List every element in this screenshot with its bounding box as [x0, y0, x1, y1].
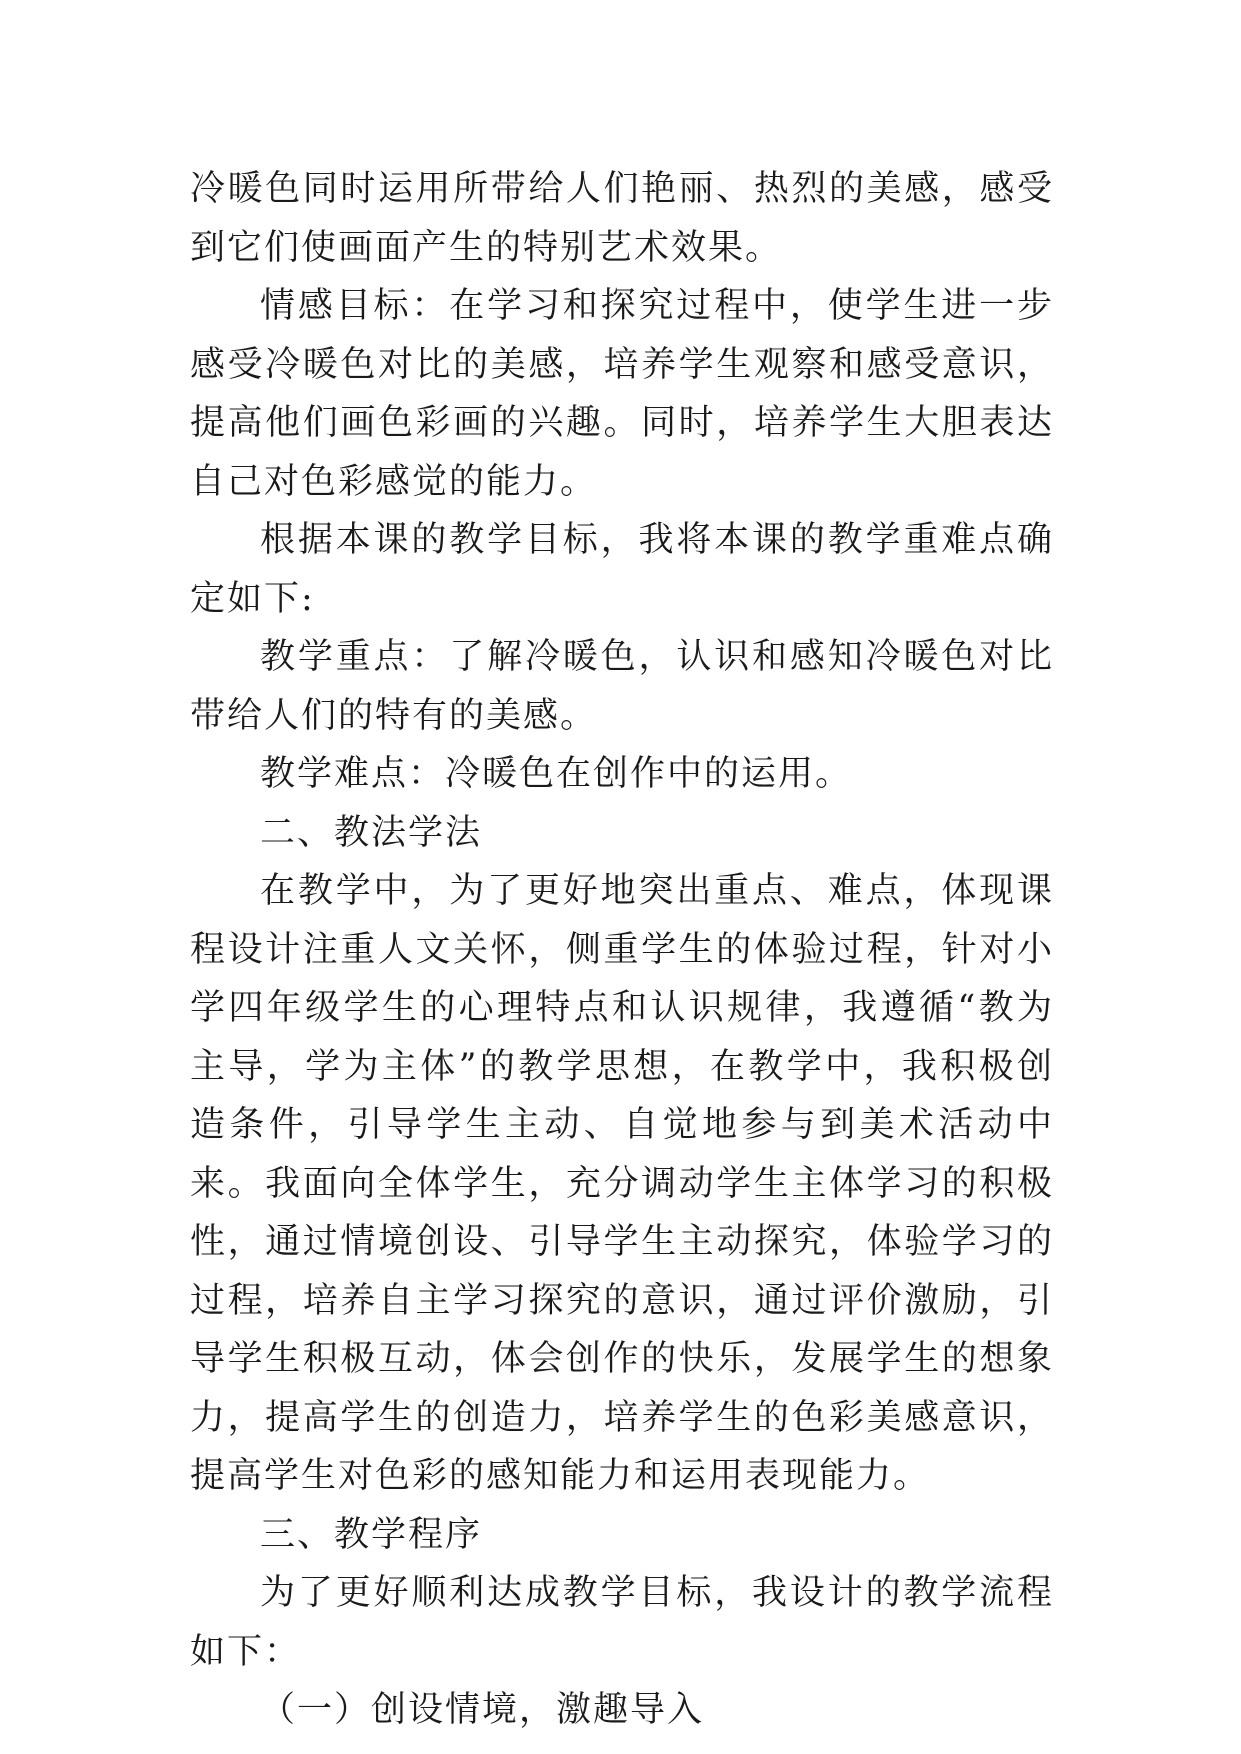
paragraph-teaching-focus: 教学重点：了解冷暖色，认识和感知冷暖色对比带给人们的特有的美感。	[190, 637, 1054, 736]
section-heading-methods: 二、教法学法	[260, 812, 483, 853]
section-heading-procedure: 三、教学程序	[260, 1514, 483, 1555]
paragraph-methods: 在教学中，为了更好地突出重点、难点，体现课程设计注重人文关怀，侧重学生的体验过程，针对小学四年级学生的心理特点和认识规律，我遵循“教为主导，学为主体”的教学思想，在教学中，我积极创造条件，引导学生主动、自觉地参与到美术活动中来。我面向全体学生，充分调动学生主体学习的积极性，通过情境创设、引导学生主动探究，体验学习的过程，培养自主学习探究的意识，通过评价激励，引导学生积极互动，体会创作的快乐，发展学生的想象力，提高学生的创造力，培养学生的色彩美感意识，提高学生对色彩的感知能力和运用表现能力。	[190, 871, 1054, 1496]
paragraph-continued: 冷暖色同时运用所带给人们艳丽、热烈的美感，感受到它们使画面产生的特别艺术效果。	[190, 169, 1054, 268]
paragraph-teaching-difficulty: 教学难点：冷暖色在创作中的运用。	[260, 754, 853, 794]
paragraph-key-points-intro: 根据本课的教学目标，我将本课的教学重难点确定如下:	[190, 520, 1054, 619]
paragraph-emotional-goal: 情感目标：在学习和探究过程中，使学生进一步感受冷暖色对比的美感，培养学生观察和感受意识，提高他们画色彩画的兴趣。同时，培养学生大胆表达自己对色彩感觉的能力。	[190, 286, 1054, 502]
paragraph-procedure-intro: 为了更好顺利达成教学目标，我设计的教学流程如下：	[190, 1573, 1054, 1672]
document-body	[190, 160, 1054, 1740]
subsection-heading-step-one: （一）创设情境，激趣导入	[260, 1690, 705, 1730]
